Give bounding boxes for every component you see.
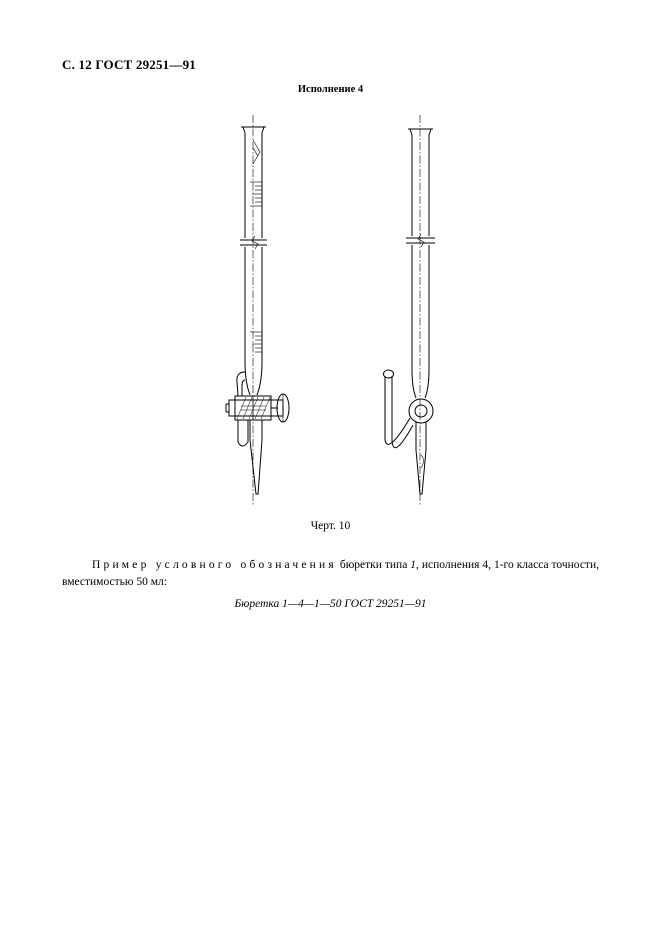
page-header: С. 12 ГОСТ 29251—91: [62, 57, 196, 72]
example-text-after-type: , исполнения 4, 1-го класса точности, вместимостью 50 мл:: [62, 559, 599, 588]
figure-caption: Черт. 10: [310, 520, 351, 532]
graduation-marks-lower: [250, 332, 262, 352]
figure-title: Исполнение 4: [297, 84, 364, 95]
example-type-value: 1: [410, 559, 417, 571]
burette-left: [226, 115, 289, 505]
burette-right: [384, 115, 436, 505]
graduation-marks-upper: [250, 182, 262, 206]
example-text-before-type: бюретки типа: [336, 559, 411, 571]
designation-formula: Бюретка 1—4—1—50 ГОСТ 29251—91: [234, 598, 427, 610]
stopcock: [226, 394, 289, 422]
designation-example-paragraph: [62, 557, 599, 591]
example-lead: Пример условного обозначения: [92, 559, 337, 571]
